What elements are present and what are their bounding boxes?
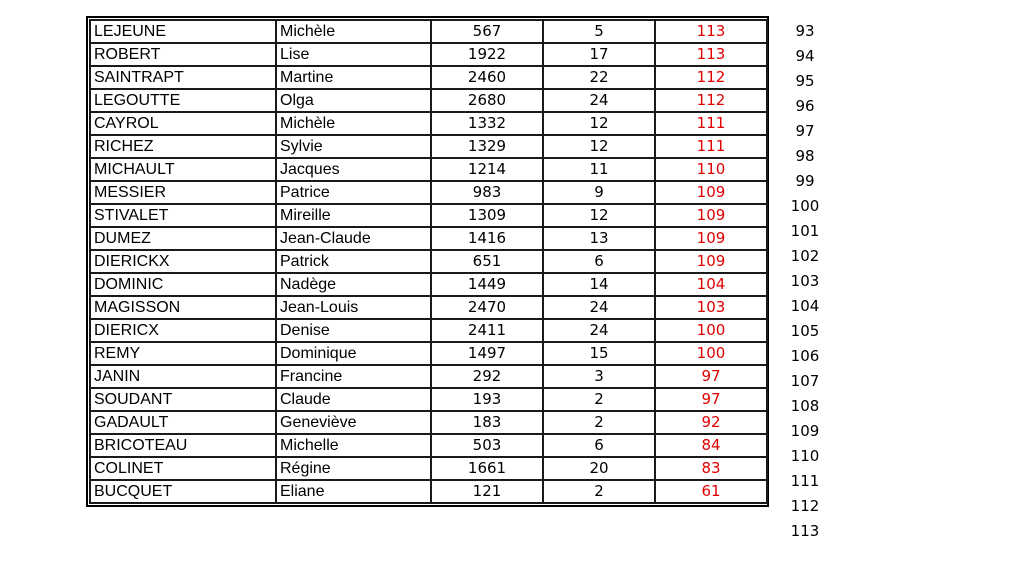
- table-row: [90, 388, 767, 411]
- count-cell: 12: [543, 112, 655, 135]
- count-cell: 6: [543, 250, 655, 273]
- table-row: [90, 319, 767, 342]
- points-cell: 2460: [431, 66, 543, 89]
- rank-number: 109: [790, 422, 820, 440]
- score-cell: 104: [655, 273, 767, 296]
- results-table-frame: [86, 16, 769, 507]
- points-cell: 983: [431, 181, 543, 204]
- rank-number: 95: [795, 72, 815, 90]
- count-cell: 24: [543, 296, 655, 319]
- score-cell: 97: [655, 388, 767, 411]
- last-name-cell: CAYROL: [90, 112, 276, 135]
- last-name-cell: DUMEZ: [90, 227, 276, 250]
- score-cell: 109: [655, 250, 767, 273]
- rank-number: 100: [790, 197, 820, 215]
- last-name-cell: DOMINIC: [90, 273, 276, 296]
- rank-number: 93: [795, 22, 815, 40]
- points-cell: 567: [431, 20, 543, 43]
- score-cell: 112: [655, 66, 767, 89]
- first-name-cell: Claude: [276, 388, 431, 411]
- table-row: [90, 296, 767, 319]
- first-name-cell: Michèle: [276, 112, 431, 135]
- count-cell: 2: [543, 388, 655, 411]
- points-cell: 1922: [431, 43, 543, 66]
- points-cell: 1416: [431, 227, 543, 250]
- points-cell: 2411: [431, 319, 543, 342]
- table-row: [90, 227, 767, 250]
- points-cell: 183: [431, 411, 543, 434]
- rank-number: 105: [790, 322, 820, 340]
- count-cell: 24: [543, 89, 655, 112]
- last-name-cell: BRICOTEAU: [90, 434, 276, 457]
- points-cell: 2470: [431, 296, 543, 319]
- first-name-cell: Mireille: [276, 204, 431, 227]
- first-name-cell: Olga: [276, 89, 431, 112]
- first-name-cell: Jacques: [276, 158, 431, 181]
- last-name-cell: RICHEZ: [90, 135, 276, 158]
- points-cell: 193: [431, 388, 543, 411]
- table-row: [90, 273, 767, 296]
- count-cell: 13: [543, 227, 655, 250]
- points-cell: 1214: [431, 158, 543, 181]
- first-name-cell: Dominique: [276, 342, 431, 365]
- count-cell: 5: [543, 20, 655, 43]
- score-cell: 92: [655, 411, 767, 434]
- count-cell: 20: [543, 457, 655, 480]
- rank-number: 101: [790, 222, 820, 240]
- first-name-cell: Sylvie: [276, 135, 431, 158]
- last-name-cell: STIVALET: [90, 204, 276, 227]
- last-name-cell: COLINET: [90, 457, 276, 480]
- points-cell: 292: [431, 365, 543, 388]
- table-row: [90, 250, 767, 273]
- last-name-cell: JANIN: [90, 365, 276, 388]
- count-cell: 24: [543, 319, 655, 342]
- table-row: [90, 204, 767, 227]
- count-cell: 6: [543, 434, 655, 457]
- table-row: [90, 112, 767, 135]
- count-cell: 2: [543, 480, 655, 503]
- results-table: [89, 19, 768, 504]
- last-name-cell: REMY: [90, 342, 276, 365]
- rank-number: 108: [790, 397, 820, 415]
- points-cell: 2680: [431, 89, 543, 112]
- table-row: [90, 158, 767, 181]
- count-cell: 11: [543, 158, 655, 181]
- count-cell: 2: [543, 411, 655, 434]
- count-cell: 17: [543, 43, 655, 66]
- rank-number: 107: [790, 372, 820, 390]
- points-cell: 1332: [431, 112, 543, 135]
- last-name-cell: GADAULT: [90, 411, 276, 434]
- last-name-cell: DIERICKX: [90, 250, 276, 273]
- points-cell: 503: [431, 434, 543, 457]
- first-name-cell: Michelle: [276, 434, 431, 457]
- rank-number: 111: [790, 472, 820, 490]
- points-cell: 1661: [431, 457, 543, 480]
- last-name-cell: LEJEUNE: [90, 20, 276, 43]
- first-name-cell: Jean-Louis: [276, 296, 431, 319]
- first-name-cell: Geneviève: [276, 411, 431, 434]
- score-cell: 97: [655, 365, 767, 388]
- last-name-cell: SOUDANT: [90, 388, 276, 411]
- first-name-cell: Nadège: [276, 273, 431, 296]
- first-name-cell: Lise: [276, 43, 431, 66]
- table-row: [90, 342, 767, 365]
- rank-number: 104: [790, 297, 820, 315]
- points-cell: 1329: [431, 135, 543, 158]
- points-cell: 1309: [431, 204, 543, 227]
- score-cell: 110: [655, 158, 767, 181]
- last-name-cell: MESSIER: [90, 181, 276, 204]
- first-name-cell: Jean-Claude: [276, 227, 431, 250]
- table-row: [90, 457, 767, 480]
- count-cell: 15: [543, 342, 655, 365]
- table-row: [90, 434, 767, 457]
- rank-number: 94: [795, 47, 815, 65]
- score-cell: 100: [655, 342, 767, 365]
- rank-number: 110: [790, 447, 820, 465]
- points-cell: 1497: [431, 342, 543, 365]
- count-cell: 12: [543, 135, 655, 158]
- table-row: [90, 66, 767, 89]
- rank-number: 98: [795, 147, 815, 165]
- table-row: [90, 181, 767, 204]
- first-name-cell: Régine: [276, 457, 431, 480]
- count-cell: 9: [543, 181, 655, 204]
- rank-number: 102: [790, 247, 820, 265]
- table-row: [90, 411, 767, 434]
- first-name-cell: Denise: [276, 319, 431, 342]
- rank-number: 103: [790, 272, 820, 290]
- points-cell: 121: [431, 480, 543, 503]
- table-row: [90, 365, 767, 388]
- last-name-cell: MAGISSON: [90, 296, 276, 319]
- last-name-cell: LEGOUTTE: [90, 89, 276, 112]
- last-name-cell: BUCQUET: [90, 480, 276, 503]
- score-cell: 83: [655, 457, 767, 480]
- results-table-body: [90, 20, 767, 503]
- score-cell: 113: [655, 43, 767, 66]
- score-cell: 103: [655, 296, 767, 319]
- rank-number: 106: [790, 347, 820, 365]
- score-cell: 111: [655, 135, 767, 158]
- last-name-cell: MICHAULT: [90, 158, 276, 181]
- first-name-cell: Michèle: [276, 20, 431, 43]
- score-cell: 100: [655, 319, 767, 342]
- score-cell: 61: [655, 480, 767, 503]
- last-name-cell: SAINTRAPT: [90, 66, 276, 89]
- score-cell: 84: [655, 434, 767, 457]
- first-name-cell: Martine: [276, 66, 431, 89]
- rank-number: 112: [790, 497, 820, 515]
- count-cell: 12: [543, 204, 655, 227]
- last-name-cell: DIERICX: [90, 319, 276, 342]
- score-cell: 111: [655, 112, 767, 135]
- count-cell: 3: [543, 365, 655, 388]
- table-row: [90, 480, 767, 503]
- score-cell: 109: [655, 227, 767, 250]
- count-cell: 22: [543, 66, 655, 89]
- count-cell: 14: [543, 273, 655, 296]
- rank-number: 97: [795, 122, 815, 140]
- points-cell: 1449: [431, 273, 543, 296]
- table-row: [90, 89, 767, 112]
- rank-column: [780, 19, 830, 544]
- rank-number: 96: [795, 97, 815, 115]
- table-row: [90, 43, 767, 66]
- score-cell: 109: [655, 204, 767, 227]
- score-cell: 113: [655, 20, 767, 43]
- first-name-cell: Eliane: [276, 480, 431, 503]
- score-cell: 109: [655, 181, 767, 204]
- score-cell: 112: [655, 89, 767, 112]
- table-row: [90, 135, 767, 158]
- rank-number: 99: [795, 172, 815, 190]
- first-name-cell: Patrick: [276, 250, 431, 273]
- first-name-cell: Patrice: [276, 181, 431, 204]
- first-name-cell: Francine: [276, 365, 431, 388]
- rank-number: 113: [790, 522, 820, 540]
- points-cell: 651: [431, 250, 543, 273]
- last-name-cell: ROBERT: [90, 43, 276, 66]
- table-row: [90, 20, 767, 43]
